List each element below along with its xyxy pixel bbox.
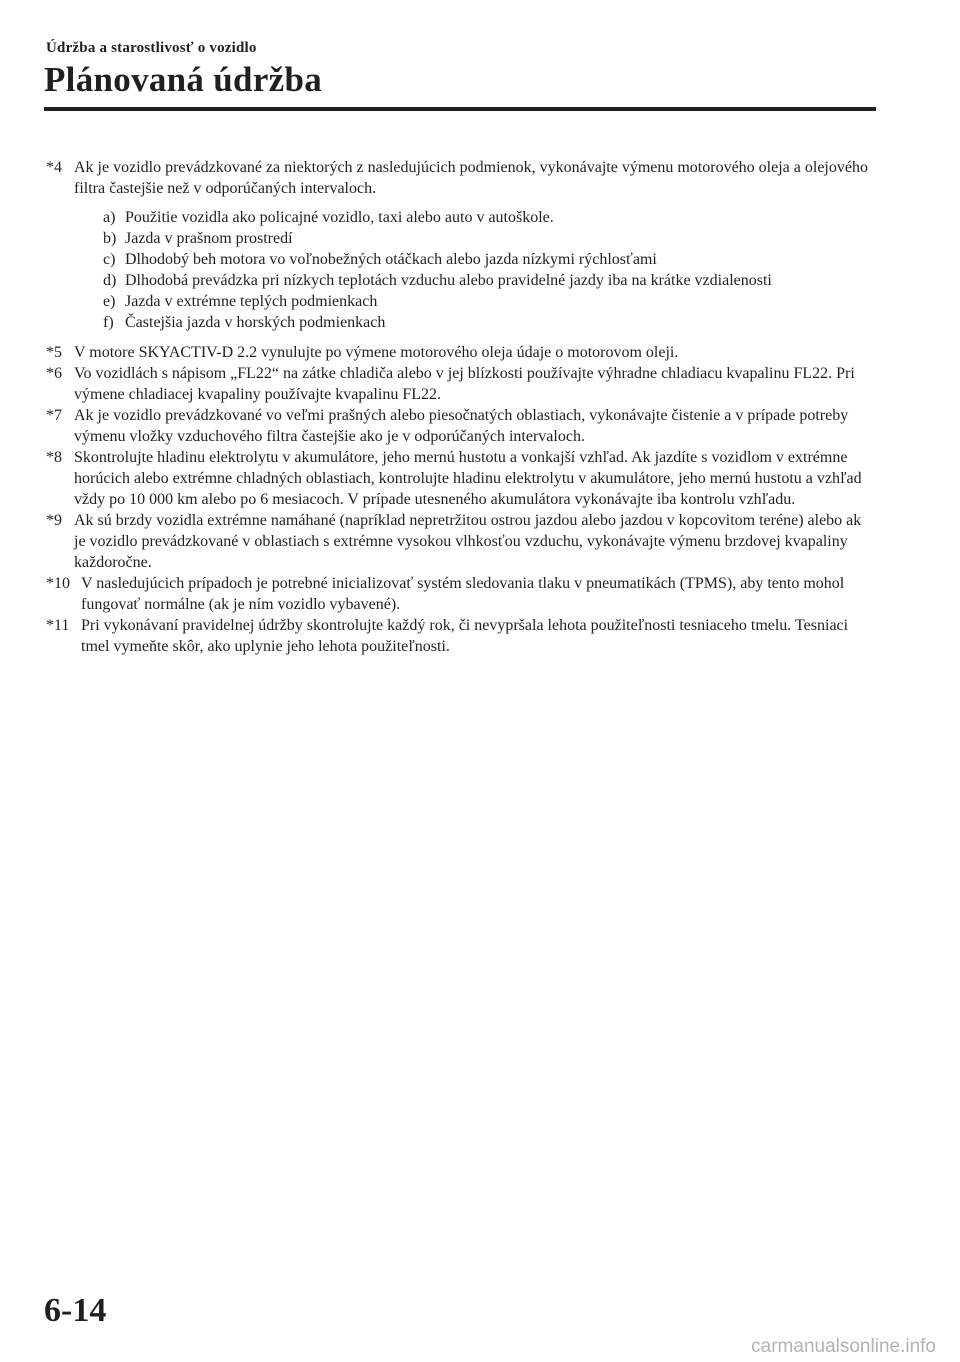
footnote-11 <box>46 615 876 657</box>
list-item-mark: d) <box>103 272 117 289</box>
watermark: carmanualsonline.info <box>751 1336 936 1357</box>
footnote-mark: *6 <box>46 365 62 382</box>
footnote-text: Skontrolujte hladinu elektrolytu v akumulátore, jeho mernú hustotu a vonkajší vzhľad. Ak jazdíte s vozidlom v extrémne horúcich alebo extrémne chladných oblastiach, kontrolujte hladinu elektrolytu v akumulátore, jeho mernú hustotu a vzhľad vždy po 10 000 km alebo po 6 mesiacoch. V prípade utesneného akumulátora vykonávajte iba kontrolu vzhľadu. <box>74 449 862 508</box>
page-title: Plánovaná údržba <box>44 60 323 99</box>
footnote-text: V nasledujúcich prípadoch je potrebné inicializovať systém sledovania tlaku v pneumatikách (TPMS), aby tento mohol fungovať normálne (ak je ním vozidlo vybavené). <box>81 575 845 613</box>
footnote-text: Vo vozidlách s nápisom „FL22“ na zátke chladiča alebo v jej blízkosti používajte výhradne chladiacu kvapalinu FL22. Pri výmene chladiacej kvapaliny používajte kvapalinu FL22. <box>74 365 855 403</box>
title-rule <box>44 107 876 111</box>
list-item-mark: a) <box>103 209 116 226</box>
footnotes-content <box>46 157 876 657</box>
footnote-10 <box>46 573 876 615</box>
footnote-9 <box>46 510 876 573</box>
footnote-mark: *11 <box>46 617 70 634</box>
footnote-6 <box>46 363 876 405</box>
footnote-text: Ak sú brzdy vozidla extrémne namáhané (napríklad nepretržitou ostrou jazdou alebo jazdou v kopcovitom teréne) alebo ak je vozidlo prevádzkované v oblastiach s extrémne vysokou vlhkosťou vzduchu, vykonávajte výmenu brzdovej kvapaliny každoročne. <box>74 512 862 571</box>
footnote-body <box>74 157 876 342</box>
footnote-mark: *9 <box>46 512 62 529</box>
list-item <box>103 228 876 249</box>
footnote-4 <box>46 157 876 342</box>
list-item-text: Častejšia jazda v horských podmienkach <box>125 314 386 331</box>
list-item-text: Jazda v extrémne teplých podmienkach <box>125 293 378 310</box>
footnote-mark: *10 <box>46 575 70 592</box>
list-item-mark: e) <box>103 293 116 310</box>
footnote-8 <box>46 447 876 510</box>
list-item-text: Použitie vozidla ako policajné vozidlo, taxi alebo auto v autoškole. <box>125 209 554 226</box>
list-item-mark: f) <box>103 314 114 331</box>
list-item-mark: b) <box>103 230 117 247</box>
footnote-text: V motore SKYACTIV-D 2.2 vynulujte po výmene motorového oleja údaje o motorovom oleji. <box>74 344 679 361</box>
list-item-text: Jazda v prašnom prostredí <box>125 230 293 247</box>
list-item <box>103 291 876 312</box>
list-item <box>103 270 876 291</box>
footnote-mark: *7 <box>46 407 62 424</box>
section-label: Údržba a starostlivosť o vozidlo <box>46 40 257 56</box>
list-item <box>103 249 876 270</box>
list-item-text: Dlhodobá prevádzka pri nízkych teplotách vzduchu alebo pravidelné jazdy iba na krátke vzdialenosti <box>125 272 772 289</box>
footnote-text: Pri vykonávaní pravidelnej údržby skontrolujte každý rok, či nevypršala lehota použiteľnosti tesniaceho tmelu. Tesniaci tmel vymeňte skôr, ako uplynie jeho lehota použiteľnosti. <box>81 617 849 655</box>
list-item <box>103 312 876 333</box>
footnote-text: Ak je vozidlo prevádzkované za niektorých z nasledujúcich podmienok, vykonávajte výmenu motorového oleja a olejového filtra častejšie než v odporúčaných intervaloch. <box>74 159 868 197</box>
footnote-7 <box>46 405 876 447</box>
footnote-5 <box>46 342 876 363</box>
footnote-mark: *8 <box>46 449 62 466</box>
list-item-mark: c) <box>103 251 116 268</box>
footnote-mark: *5 <box>46 344 62 361</box>
footnote-mark: *4 <box>46 159 62 176</box>
list-item <box>103 207 876 228</box>
page-number: 6-14 <box>44 1292 107 1329</box>
condition-list <box>103 207 876 333</box>
footnote-text: Ak je vozidlo prevádzkované vo veľmi prašných alebo piesočnatých oblastiach, vykonávajte čistenie a v prípade potreby výmenu vložky vzduchového filtra častejšie ako je v odporúčaných intervaloch. <box>74 407 849 445</box>
list-item-text: Dlhodobý beh motora vo voľnobežných otáčkach alebo jazda nízkymi rýchlosťami <box>125 251 657 268</box>
